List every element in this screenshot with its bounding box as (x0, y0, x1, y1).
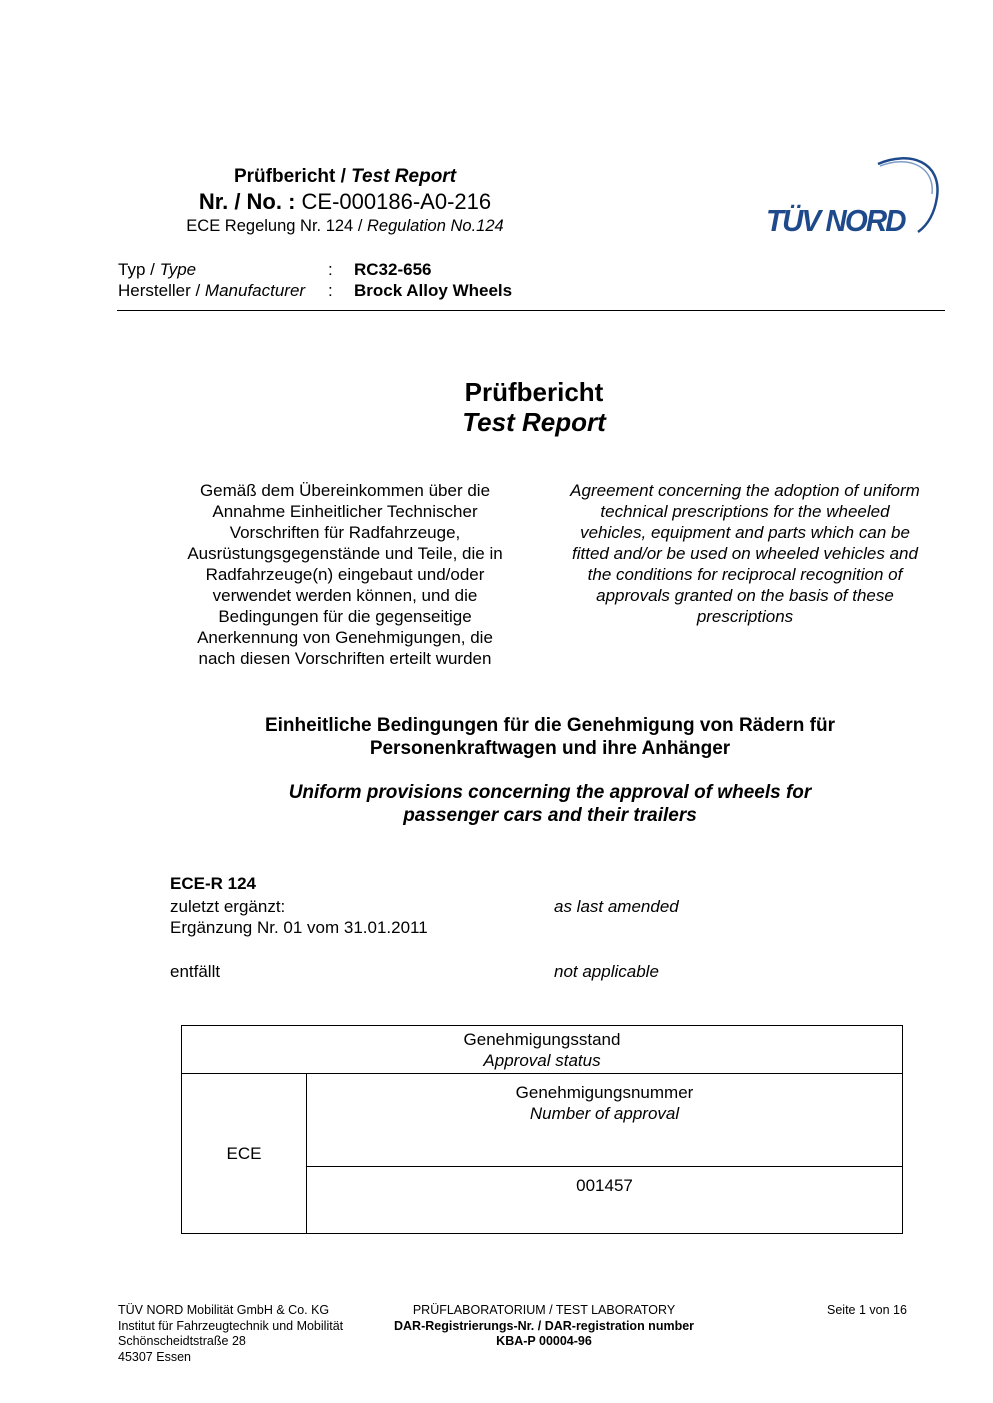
agreement-de-line: Ausrüstungsgegenstände und Teile, die in (187, 544, 503, 563)
agreement-de-line: Gemäß dem Übereinkommen über die (199, 481, 491, 500)
report-number-label: Nr. / No. : (198, 189, 296, 214)
agreement-en-line: prescriptions (696, 607, 794, 626)
manufacturer-value: Brock Alloy Wheels (354, 281, 513, 300)
regulation-code: ECE-R 124 (170, 874, 256, 893)
report-heading (100, 165, 590, 189)
page-title (400, 377, 668, 437)
type-label (118, 259, 328, 280)
approval-status-row (182, 1026, 903, 1074)
regulation-de: ECE Regelung Nr. 124 / (186, 217, 363, 235)
footer-lab-title: PRÜFLABORATORIUM / TEST LABORATORY (412, 1303, 676, 1317)
footer-dar-label: DAR-Registrierungs-Nr. / DAR-registration number (393, 1318, 695, 1333)
manufacturer-row (118, 280, 512, 301)
footer-lab (370, 1303, 718, 1350)
footer-company: TÜV NORD Mobilität GmbH & Co. KG (118, 1303, 330, 1317)
title-en: Test Report (462, 407, 606, 437)
amended-label-de: zuletzt ergänzt: (170, 897, 286, 916)
type-label-de: Typ / (118, 260, 155, 279)
tuv-nord-logo (760, 152, 945, 242)
approval-status-en: Approval status (483, 1051, 601, 1070)
report-number (100, 189, 590, 215)
provisions-en (200, 781, 900, 827)
heading-de: Prüfbericht / (233, 166, 346, 187)
type-row (118, 259, 512, 280)
footer-city: 45307 Essen (118, 1349, 191, 1364)
type-value: RC32-656 (354, 260, 432, 279)
title-de: Prüfbericht (464, 377, 604, 407)
provisions-en-line1: Uniform provisions concerning the approval of wheels for (288, 782, 812, 803)
provisions-de-line1: Einheitliche Bedingungen für die Genehmigung von Rädern für (264, 715, 836, 736)
report-header (100, 165, 590, 237)
agreement-de-line: Annahme Einheitlicher Technischer (212, 502, 478, 521)
heading-en: Test Report (351, 166, 457, 187)
approval-status-cell (182, 1026, 903, 1074)
report-number-value: CE-000186-A0-216 (301, 189, 492, 214)
footer-institute: Institut für Fahrzeugtechnik und Mobilität (118, 1318, 344, 1333)
provisions-en-line2: passenger cars and their trailers (403, 805, 697, 826)
manufacturer-label-de: Hersteller / (118, 281, 201, 300)
agreement-en-line: approvals granted on the basis of these (596, 586, 894, 605)
page-number: Seite 1 von 16 (827, 1303, 907, 1317)
type-separator: : (328, 260, 333, 279)
agreement-en-line: Agreement concerning the adoption of uniform (570, 481, 920, 500)
agreement-en (550, 480, 940, 627)
agreement-de-line: nach diesen Vorschriften erteilt wurden (198, 649, 492, 668)
agreement-de-line: verwendet werden können, und die (212, 586, 478, 605)
approval-number-de: Genehmigungsnummer (515, 1083, 694, 1102)
agreement-en-line: the conditions for reciprocal recognition of (587, 565, 903, 584)
supplement-text: Ergänzung Nr. 01 vom 31.01.2011 (170, 918, 428, 937)
footer-street: Schönscheidtstraße 28 (118, 1334, 246, 1348)
agreement-de-line: Vorschriften für Radfahrzeuge, (229, 523, 461, 542)
amended-label-en: as last amended (554, 897, 679, 916)
footer-dar-number: KBA-P 00004-96 (496, 1334, 592, 1348)
approval-status-de: Genehmigungsstand (463, 1030, 621, 1049)
manufacturer-separator: : (328, 281, 333, 300)
approval-number-en: Number of approval (529, 1104, 680, 1123)
provisions-de (200, 714, 900, 760)
meta-block (118, 259, 512, 301)
not-applicable-de: entfällt (170, 962, 221, 981)
header-divider (117, 310, 945, 311)
regulation-en: Regulation No.124 (367, 217, 504, 235)
footer-address (118, 1303, 343, 1365)
approval-number-header-cell (307, 1074, 903, 1167)
agreement-en-line: vehicles, equipment and parts which can be (580, 523, 910, 542)
approval-number-header-row (182, 1074, 903, 1167)
manufacturer-label-en: Manufacturer (204, 281, 306, 300)
approval-number-cell (307, 1167, 903, 1234)
agreement-de-line: Radfahrzeuge(n) eingebaut und/oder (205, 565, 485, 584)
agreement-en-line: technical prescriptions for the wheeled (600, 502, 890, 521)
provisions-de-line2: Personenkraftwagen und ihre Anhänger (369, 738, 731, 759)
agreement-de (170, 480, 520, 669)
agreement-de-line: Anerkennung von Genehmigungen, die (197, 628, 493, 647)
approval-table (181, 1025, 903, 1234)
logo-text: TÜV NORD (766, 203, 905, 238)
regulation-line (100, 215, 590, 237)
agreement-en-line: fitted and/or be used on wheeled vehicles and (572, 544, 918, 563)
approval-number-value: 001457 (576, 1176, 633, 1195)
approval-scheme: ECE (226, 1143, 262, 1163)
agreement-de-line: Bedingungen für die gegenseitige (218, 607, 472, 626)
manufacturer-label (118, 280, 328, 301)
not-applicable-en: not applicable (554, 962, 659, 981)
approval-scheme-cell (182, 1074, 307, 1234)
type-label-en: Type (159, 260, 197, 279)
